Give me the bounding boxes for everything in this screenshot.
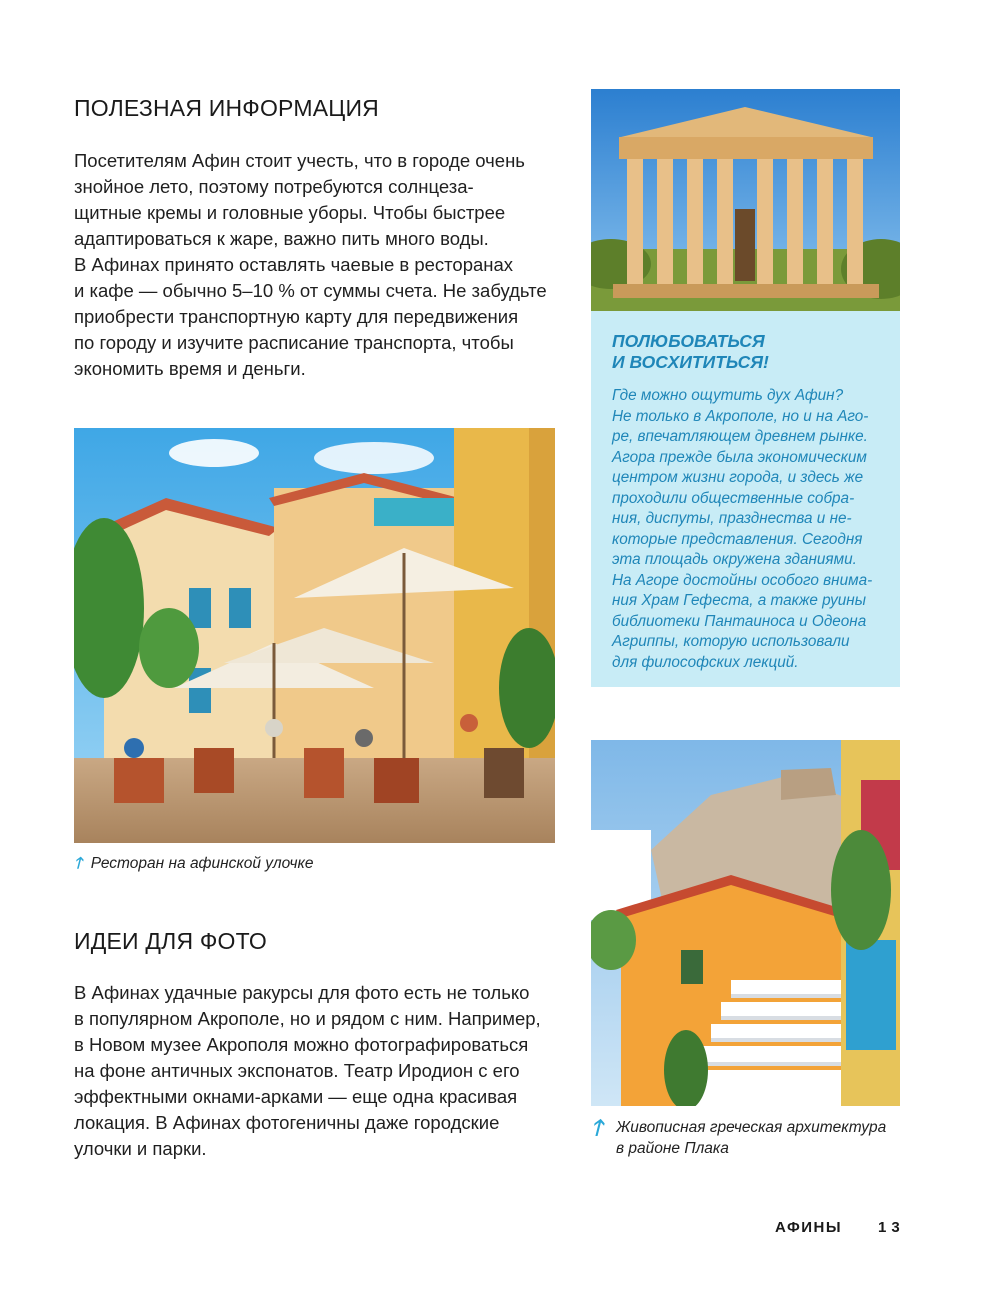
text-line: по городу и изучите расписание транспорта, чтобы bbox=[74, 332, 514, 353]
text-line: улочки и парки. bbox=[74, 1138, 207, 1159]
caption-line: Живописная греческая архитектура bbox=[616, 1119, 887, 1136]
sidebar-box bbox=[591, 311, 900, 687]
text-line: адаптироваться к жаре, важно пить много воды. bbox=[74, 228, 489, 249]
restaurant-photo bbox=[74, 428, 555, 843]
sidebar-line: Не только в Акрополе, но и на Аго- bbox=[612, 407, 869, 425]
sidebar-line: библиотеки Пантаиноса и Одеона bbox=[612, 612, 867, 630]
sidebar-line: Агора прежде была экономическим bbox=[612, 448, 867, 466]
text-line: на фоне античных экспонатов. Театр Иродион с его bbox=[74, 1060, 520, 1081]
text-line: локация. В Афинах фотогеничны даже городские bbox=[74, 1112, 500, 1133]
sidebar-line: Агриппы, которую использовали bbox=[612, 633, 850, 650]
plaka-photo bbox=[591, 740, 900, 1106]
caption-text: Ресторан на афинской улочке bbox=[90, 855, 314, 872]
text-line: эффектными окнами-арками — еще одна красивая bbox=[74, 1086, 518, 1107]
text-line: В Афинах удачные ракурсы для фото есть не только bbox=[74, 982, 530, 1003]
footer-section: АФИНЫ bbox=[775, 1219, 843, 1236]
sidebar-line: Где можно ощутить дух Афин? bbox=[612, 387, 844, 404]
text-line: Посетителям Афин стоит учесть, что в городе очень bbox=[74, 150, 525, 171]
caption-line: в районе Плака bbox=[616, 1140, 729, 1157]
text-line: экономить время и деньги. bbox=[74, 358, 306, 379]
useful-info-heading: ПОЛЕЗНАЯ ИНФОРМАЦИЯ bbox=[74, 95, 379, 121]
photo-ideas-heading: ИДЕИ ДЛЯ ФОТО bbox=[74, 928, 267, 954]
sidebar-title-line: И ВОСХИТИТЬСЯ! bbox=[612, 352, 769, 372]
sidebar-text bbox=[612, 386, 882, 673]
sidebar-line: На Агоре достойны особого внима- bbox=[612, 571, 873, 589]
sidebar-line: ния Храм Гефеста, а также руины bbox=[612, 592, 866, 609]
sidebar-title bbox=[612, 331, 769, 373]
useful-info-text bbox=[74, 148, 554, 382]
text-line: в Новом музее Акрополя можно фотографироваться bbox=[74, 1034, 529, 1055]
arrow-up-icon: 🡑 bbox=[591, 1115, 603, 1140]
page-number: 13 bbox=[878, 1219, 905, 1236]
sidebar-line: эта площадь окружена зданиями. bbox=[612, 551, 857, 568]
restaurant-caption bbox=[74, 853, 313, 874]
sidebar-line: проходили общественные собра- bbox=[612, 489, 855, 507]
sidebar-title-line: ПОЛЮБОВАТЬСЯ bbox=[612, 331, 765, 351]
text-line: В Афинах принято оставлять чаевые в ресторанах bbox=[74, 254, 514, 275]
text-line: приобрести транспортную карту для передвижения bbox=[74, 306, 519, 327]
text-line: и кафе — обычно 5–10 % от суммы счета. Не забудьте bbox=[74, 280, 547, 301]
photo-ideas-text bbox=[74, 980, 555, 1162]
text-line: щитные кремы и головные уборы. Чтобы быстрее bbox=[74, 202, 506, 223]
temple-photo bbox=[591, 89, 900, 311]
sidebar-line: центром жизни города, и здесь же bbox=[612, 469, 864, 486]
text-line: знойное лето, поэтому потребуются солнцеза- bbox=[74, 176, 474, 197]
sidebar-line: для философских лекций. bbox=[612, 653, 799, 671]
sidebar-line: ния, диспуты, празднества и не- bbox=[612, 510, 852, 527]
sidebar-line: которые представления. Сегодня bbox=[612, 530, 863, 548]
plaka-caption bbox=[591, 1117, 911, 1159]
sidebar-line: ре, впечатляющем древнем рынке. bbox=[612, 428, 868, 445]
text-line: в популярном Акрополе, но и рядом с ним. Например, bbox=[74, 1008, 541, 1029]
arrow-up-icon: 🡑 bbox=[74, 855, 83, 872]
